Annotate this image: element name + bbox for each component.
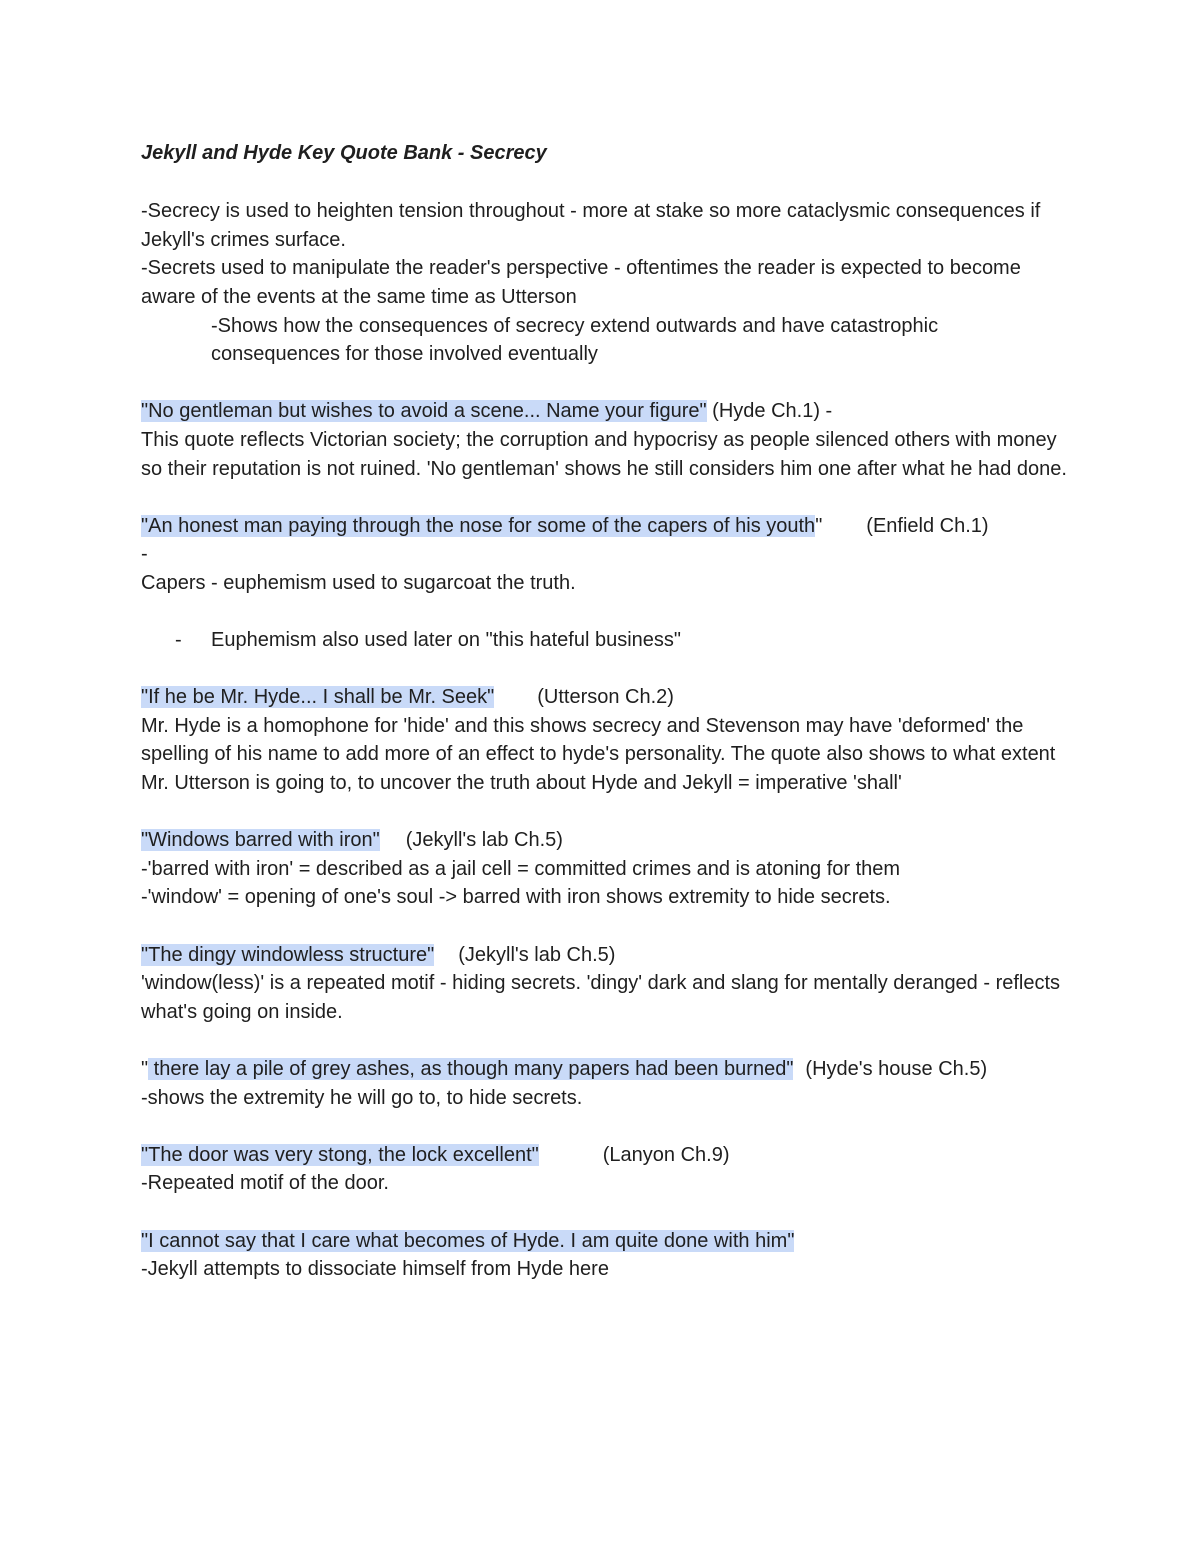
quote-text: there lay a pile of grey ashes, as though many papers had been burned" [148, 1058, 794, 1080]
quote-source: (Utterson Ch.2) [537, 686, 674, 709]
intro-subpoint: -Shows how the consequences of secrecy extend outwards and have catastrophic consequences for those involved eventually [211, 314, 944, 366]
intro-point-1: -Secrecy is used to heighten tension throughout - more at stake so more cataclysmic consequences if Jekyll's crimes surface. [141, 200, 1046, 251]
quote-text-lead: " [141, 1058, 149, 1080]
quote-text: "I cannot say that I care what becomes of Hyde. I am quite done with him" [141, 1229, 795, 1252]
blank-line [141, 655, 1071, 684]
quote-analysis: -'window' = opening of one's soul -> barred with iron shows extremity to hide secrets. [141, 886, 891, 909]
quote-text: "An honest man paying through the nose for some of the capers of his youth [141, 514, 816, 537]
quote-entry [141, 1141, 1071, 1198]
quote-source: (Enfield Ch.1) [866, 514, 989, 537]
quote-text-tail: " [815, 514, 823, 537]
blank-line [141, 168, 1071, 197]
quote-dash: - [141, 543, 148, 566]
blank-line [141, 1026, 1071, 1055]
quote-entry [141, 1227, 1071, 1284]
quote-entry [141, 941, 1071, 1027]
bullet-dash: - [175, 629, 182, 652]
quote-analysis: -shows the extremity he will go to, to hide secrets. [141, 1086, 583, 1109]
quote-analysis: -Repeated motif of the door. [141, 1172, 389, 1195]
quote-source: (Jekyll's lab Ch.5) [458, 943, 616, 966]
blank-line [141, 369, 1071, 398]
document-title: Jekyll and Hyde Key Quote Bank - Secrecy [141, 142, 547, 164]
quote-entry [141, 397, 1071, 483]
quote-analysis: This quote reflects Victorian society; the corruption and hypocrisy as people silenced others with money so their reputation is not ruined. 'No gentleman' shows he still considers him one after what he had done. [141, 428, 1067, 480]
document-page [141, 139, 1071, 1284]
blank-line [141, 1198, 1071, 1227]
quote-entry [141, 683, 1071, 797]
intro-section [141, 197, 1071, 369]
quote-source: (Lanyon Ch.9) [602, 1143, 730, 1166]
quote-text: "No gentleman but wishes to avoid a scene... Name your figure" [141, 400, 707, 423]
intro-point-2: -Secrets used to manipulate the reader's perspective - oftentimes the reader is expected to become aware of the events at the same time as Utterson [141, 257, 1027, 308]
quote-source: (Jekyll's lab Ch.5) [405, 829, 563, 852]
blank-line [141, 912, 1071, 941]
blank-line [141, 1112, 1071, 1141]
quote-analysis: 'window(less)' is a repeated motif - hiding secrets. 'dingy' dark and slang for mentally deranged - reflects what's going on inside. [141, 972, 1066, 1023]
quote-entry [141, 826, 1071, 912]
quote-entry [141, 1055, 1071, 1112]
bullet-item [141, 626, 1071, 655]
quote-analysis: -'barred with iron' = described as a jail cell = committed crimes and is atoning for them [141, 857, 901, 880]
quote-source: (Hyde's house Ch.5) [805, 1058, 988, 1080]
quote-analysis: -Jekyll attempts to dissociate himself from Hyde here [141, 1258, 609, 1281]
quote-source: (Hyde Ch.1) - [706, 400, 833, 423]
quote-text: "The door was very stong, the lock excellent" [141, 1143, 539, 1166]
quote-text: "Windows barred with iron" [141, 829, 380, 852]
quote-entry [141, 512, 1071, 655]
bullet-text: Euphemism also used later on "this hateful business" [211, 629, 682, 652]
quote-analysis: Capers - euphemism used to sugarcoat the truth. [141, 571, 576, 594]
blank-line [141, 483, 1071, 512]
quote-text: "The dingy windowless structure" [141, 943, 435, 966]
blank-line [141, 798, 1071, 827]
quote-analysis: Mr. Hyde is a homophone for 'hide' and this shows secrecy and Stevenson may have 'deformed' the spelling of his name to add more of an effect to hyde's personality. The quote also shows to what extent Mr. Utterson is going to, to uncover the truth about Hyde and Jekyll = imperative 'shall' [141, 714, 1061, 795]
quote-text: "If he be Mr. Hyde... I shall be Mr. Seek" [141, 686, 495, 709]
blank-line [141, 598, 1071, 627]
